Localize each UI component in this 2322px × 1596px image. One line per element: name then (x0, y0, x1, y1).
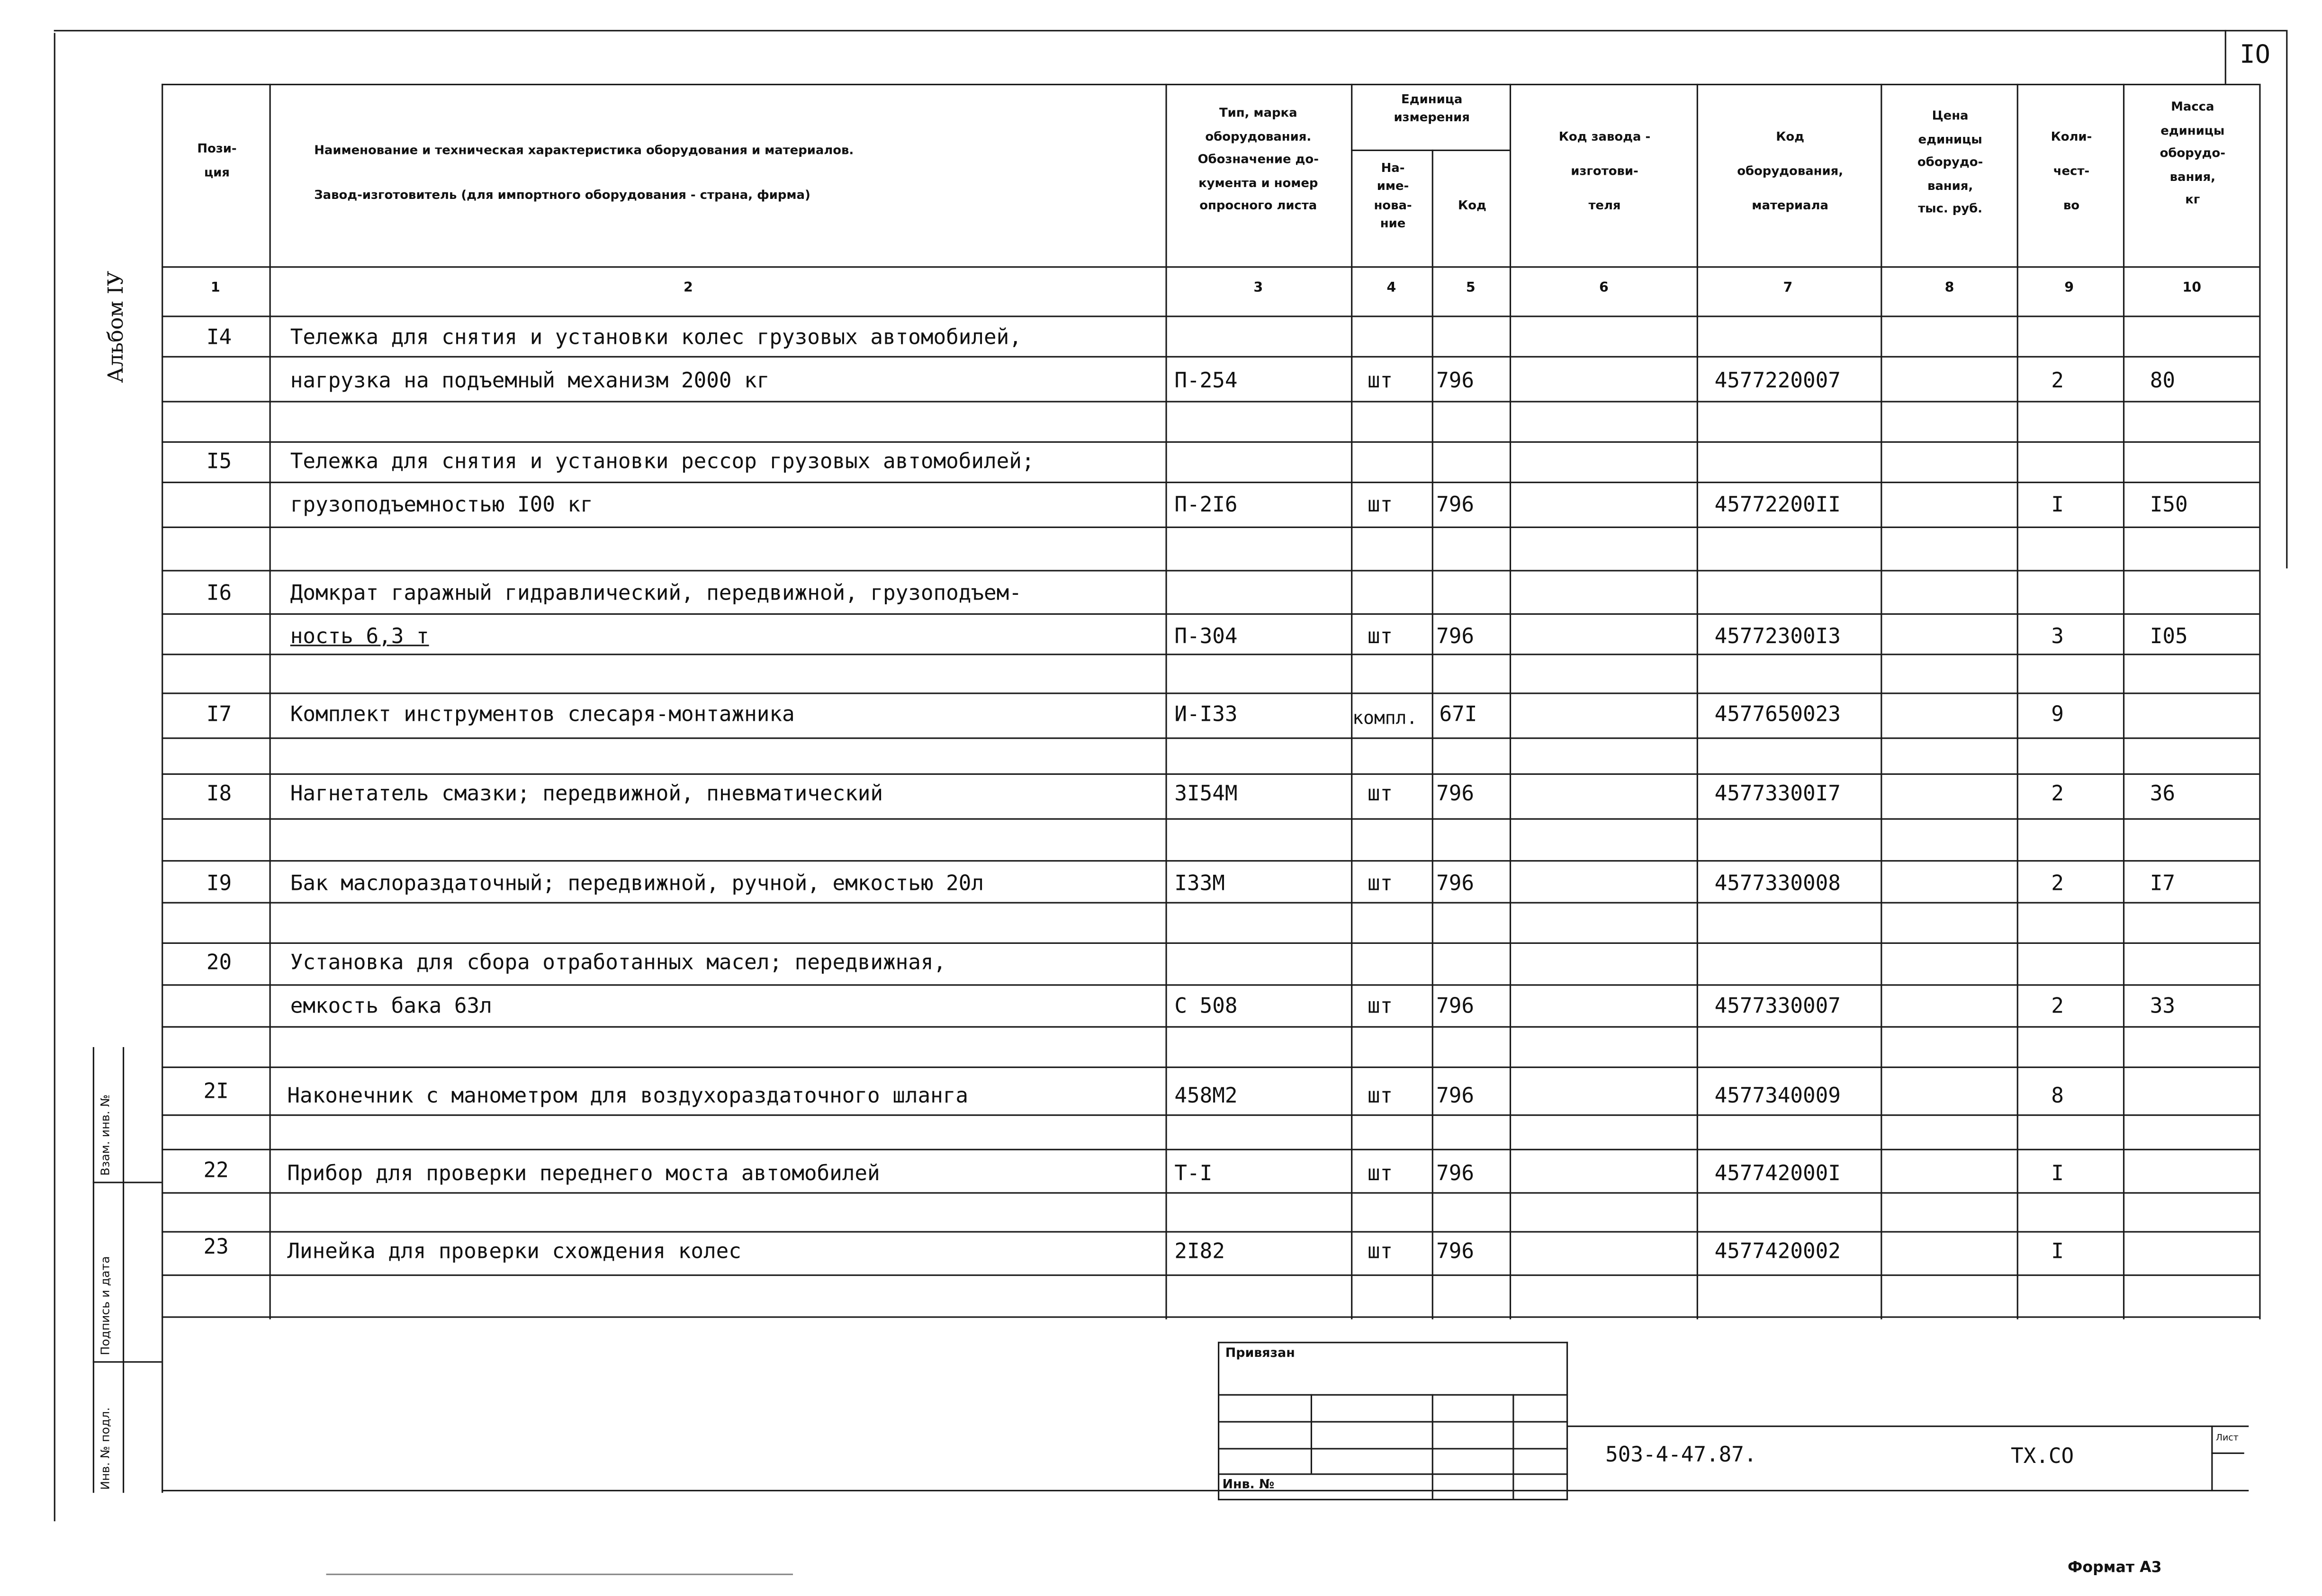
col-number: 1 (210, 281, 220, 296)
header-bottom-line (162, 266, 2259, 268)
header-unit-code: Код (1458, 197, 1486, 213)
col-line (270, 84, 271, 1319)
frame-bottom-line (162, 1490, 2249, 1492)
sheet-label: Лист (2215, 1433, 2239, 1444)
row-unit: компл. (1352, 707, 1418, 729)
table-right-border (2259, 84, 2261, 1319)
stamp-inv-original: Инв. № подл. (99, 1407, 112, 1490)
row-position: I5 (206, 450, 232, 475)
row-position: I7 (206, 703, 232, 727)
row-quantity: I (2051, 1162, 2064, 1186)
col-number: 7 (1783, 281, 1793, 296)
footer-scan-line (326, 1574, 793, 1575)
row-quantity: 2 (2051, 995, 2064, 1019)
row-unit: шт (1367, 1084, 1393, 1109)
header-type: Тип, марка оборудования. Обозначение до- кумента и номер опросного листа (1197, 105, 1319, 213)
row-equipment-code: 457742000I (1714, 1162, 1841, 1186)
bound-box-col (1512, 1394, 1514, 1499)
row-unit-code: 796 (1436, 1162, 1475, 1186)
col-line (1432, 150, 1434, 1319)
col-line (2123, 84, 2125, 1319)
row-unit: шт (1367, 872, 1393, 896)
row-mass: 80 (2150, 369, 2176, 394)
row-quantity: I (2051, 1240, 2064, 1264)
stamp-strip-inner (123, 1047, 125, 1493)
col-number: 9 (2064, 281, 2074, 296)
row-name-line1: Тележка для снятия и установки рессор грузовых автомобилей; (290, 450, 1035, 475)
row-mass: 33 (2150, 995, 2176, 1019)
col-number: 8 (1944, 281, 1954, 296)
row-position: I6 (206, 582, 232, 606)
row-equipment-code: 45773300I7 (1714, 782, 1841, 807)
row-unit-code: 796 (1436, 995, 1475, 1019)
row-position: I8 (206, 782, 232, 807)
row-line (162, 654, 2259, 655)
row-mass: I7 (2150, 872, 2176, 896)
row-line (162, 692, 2259, 694)
row-name-line1: Тележка для снятия и установки колес грузовых автомобилей, (290, 326, 1022, 350)
row-type: I33М (1174, 872, 1225, 896)
title-block-top (1566, 1426, 2249, 1427)
row-line (162, 737, 2259, 739)
row-unit-code: 796 (1436, 872, 1475, 896)
row-type: 3I54М (1174, 782, 1238, 807)
header-unit-name: На- име- нова- ние (1374, 160, 1412, 231)
row-line (162, 902, 2259, 904)
row-unit-code: 796 (1436, 625, 1475, 649)
row-position: 22 (203, 1159, 229, 1184)
page-box-left (2225, 30, 2227, 84)
row-equipment-code: 4577420002 (1714, 1240, 1841, 1264)
table-left-border (162, 84, 163, 1493)
col-number: 10 (2182, 281, 2201, 296)
row-line (162, 1026, 2259, 1028)
row-unit-code: 796 (1436, 1084, 1475, 1109)
row-position: I9 (206, 872, 232, 896)
header-unit: Единица измерения (1394, 91, 1470, 125)
row-type: И-I33 (1174, 703, 1238, 727)
header-mass: Масса единицы оборудо- вания, кг (2160, 99, 2225, 207)
row-name-line2: ность 6,3 т (290, 625, 429, 649)
row-line (162, 860, 2259, 862)
col-number: 6 (1599, 281, 1609, 296)
col-line (1697, 84, 1699, 1319)
row-equipment-code: 45772300I3 (1714, 625, 1841, 649)
row-equipment-code: 4577330008 (1714, 872, 1841, 896)
doc-code: ТХ.СО (2011, 1445, 2074, 1469)
row-line (162, 441, 2259, 443)
row-line (162, 613, 2259, 615)
row-name-line1: Нагнетатель смазки; передвижной, пневматический (290, 782, 883, 807)
table-top-border (162, 84, 2259, 86)
col-number: 5 (1466, 281, 1476, 296)
row-type: П-254 (1174, 369, 1238, 394)
row-quantity: 2 (2051, 872, 2064, 896)
bound-box-col (1311, 1394, 1313, 1473)
row-line (162, 356, 2259, 358)
inv-label: Инв. № (1222, 1478, 1275, 1493)
row-type: П-2I6 (1174, 493, 1238, 518)
row-unit-code: 796 (1436, 369, 1475, 394)
col-line (1881, 84, 1882, 1319)
stamp-strip-left (93, 1047, 95, 1493)
row-unit: шт (1367, 1162, 1393, 1186)
bound-box-row (1218, 1473, 1568, 1475)
format-label: Формат А3 (2068, 1560, 2162, 1577)
row-name-line2: грузоподъемностью I00 кг (290, 493, 593, 518)
row-quantity: 9 (2051, 703, 2064, 727)
sheet-cell-divider (2211, 1453, 2244, 1454)
stamp-divider (93, 1361, 162, 1363)
header-position: Пози- ция (197, 140, 237, 179)
row-equipment-code: 4577650023 (1714, 703, 1841, 727)
row-mass: 36 (2150, 782, 2176, 807)
col-line (1351, 84, 1353, 1319)
row-unit-code: 796 (1436, 1240, 1475, 1264)
frame-right-border (2286, 30, 2288, 568)
row-name-line2: нагрузка на подъемный механизм 2000 кг (290, 369, 770, 394)
header-price: Цена единицы оборудо- вания, тыс. руб. (1917, 108, 1983, 216)
row-line (162, 1231, 2259, 1233)
row-unit-code: 67I (1439, 703, 1477, 727)
row-unit: шт (1367, 1240, 1393, 1264)
header-name: Наименование и техническая характеристика оборудования и материалов. Завод-изготовитель (для импортного оборудования - страна, фирма) (314, 142, 854, 201)
row-line (162, 482, 2259, 484)
bound-box-top (1218, 1342, 1568, 1344)
row-position: 2I (203, 1080, 229, 1104)
bound-box-row (1218, 1421, 1568, 1423)
number-row-bottom (162, 315, 2259, 317)
row-line (162, 1274, 2259, 1276)
col-line (2017, 84, 2019, 1319)
header-equipment-code: Код оборудования, материала (1737, 128, 1844, 213)
col-number: 2 (683, 281, 693, 296)
row-type: 458М2 (1174, 1084, 1238, 1109)
row-name-line1: Домкрат гаражный гидравлический, передвижной, грузоподъем- (290, 582, 1022, 606)
stamp-signature-date: Подпись и дата (99, 1256, 112, 1355)
col-number: 4 (1386, 281, 1396, 296)
doc-number: 503-4-47.87. (1605, 1443, 1757, 1468)
row-type: 2I82 (1174, 1240, 1225, 1264)
row-line (162, 570, 2259, 572)
bound-box-row (1218, 1448, 1568, 1450)
unit-subheader-line (1351, 150, 1510, 152)
row-name-line1: Прибор для проверки переднего моста автомобилей (287, 1162, 880, 1186)
row-line (162, 984, 2259, 986)
row-type: С 508 (1174, 995, 1238, 1019)
row-name-line2: емкость бака 63л (290, 995, 492, 1019)
row-equipment-code: 4577330007 (1714, 995, 1841, 1019)
row-name-line1: Наконечник с манометром для воздухораздаточного шланга (287, 1084, 969, 1109)
row-line (162, 1114, 2259, 1116)
table-bottom-line (162, 1316, 2259, 1318)
row-line (162, 527, 2259, 529)
bound-box-row (1218, 1394, 1568, 1396)
row-unit-code: 796 (1436, 782, 1475, 807)
row-quantity: 8 (2051, 1084, 2064, 1109)
row-unit: шт (1367, 782, 1393, 807)
col-line (1165, 84, 1167, 1319)
col-number: 3 (1253, 281, 1263, 296)
row-name-line1: Линейка для проверки схождения колес (287, 1240, 741, 1264)
album-label: Альбом IУ (105, 270, 129, 383)
row-quantity: 2 (2051, 369, 2064, 394)
row-name-line1: Комплект инструментов слесаря-монтажника (290, 703, 795, 727)
row-line (162, 1067, 2259, 1068)
row-name-line1: Установка для сбора отработанных масел; передвижная, (290, 951, 946, 976)
stamp-replace-inv: Взам. инв. № (99, 1094, 112, 1176)
row-unit: шт (1367, 995, 1393, 1019)
header-factory-code: Код завода - изготови- теля (1558, 128, 1651, 213)
row-position: 20 (206, 951, 232, 976)
row-quantity: I (2051, 493, 2064, 518)
row-unit: шт (1367, 625, 1393, 649)
row-unit: шт (1367, 493, 1393, 518)
row-position: 23 (203, 1235, 229, 1260)
row-line (162, 401, 2259, 403)
frame-left-border (54, 33, 56, 1521)
header-quantity: Коли- чест- во (2051, 128, 2092, 213)
row-mass: I05 (2150, 625, 2188, 649)
row-line (162, 818, 2259, 820)
row-line (162, 773, 2259, 775)
row-quantity: 3 (2051, 625, 2064, 649)
frame-top-border (54, 30, 2286, 32)
row-name-line1: Бак маслораздаточный; передвижной, ручной, емкостью 20л (290, 872, 984, 896)
row-equipment-code: 45772200II (1714, 493, 1841, 518)
row-type: П-304 (1174, 625, 1238, 649)
bound-label: Привязан (1225, 1346, 1295, 1362)
row-type: Т-I (1174, 1162, 1213, 1186)
row-unit-code: 796 (1436, 493, 1475, 518)
row-quantity: 2 (2051, 782, 2064, 807)
page-number: IO (2240, 40, 2270, 71)
row-position: I4 (206, 326, 232, 350)
row-line (162, 1192, 2259, 1194)
row-line (162, 1149, 2259, 1151)
sheet-cell-left (2211, 1426, 2213, 1491)
bound-box-bottom (1218, 1499, 1568, 1501)
row-mass: I50 (2150, 493, 2188, 518)
bound-box-col (1432, 1394, 1434, 1499)
row-equipment-code: 4577220007 (1714, 369, 1841, 394)
row-unit: шт (1367, 369, 1393, 394)
row-equipment-code: 4577340009 (1714, 1084, 1841, 1109)
row-line (162, 942, 2259, 944)
col-line (1510, 84, 1512, 1319)
stamp-divider (93, 1182, 162, 1184)
